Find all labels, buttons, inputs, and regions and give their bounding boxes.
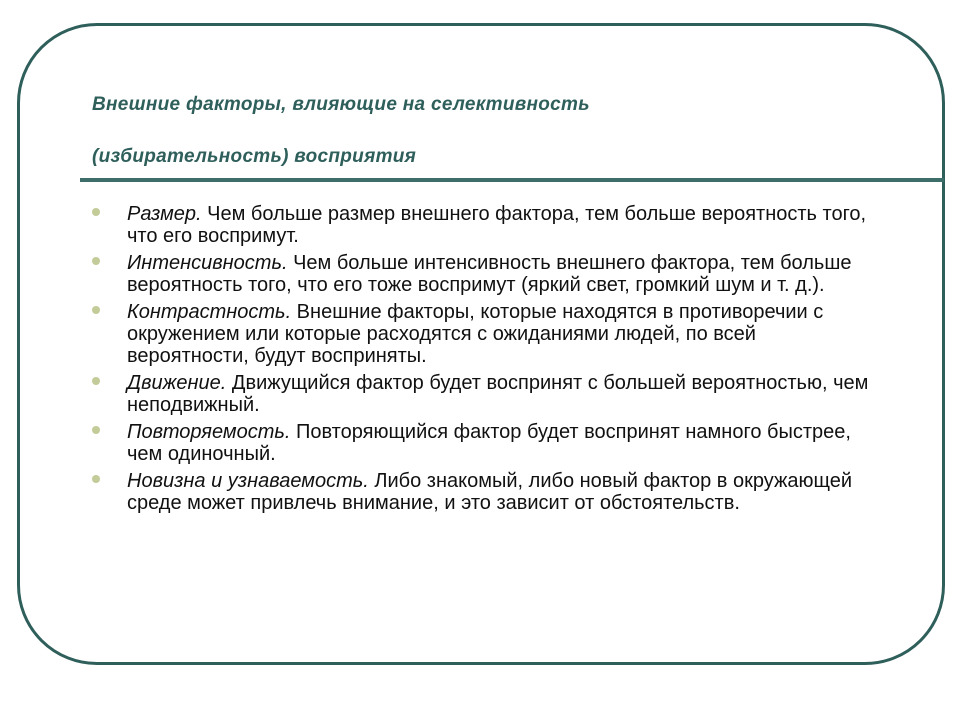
bullet-icon	[92, 377, 100, 385]
bullet-term: Интенсивность.	[127, 252, 288, 274]
bullet-icon	[92, 208, 100, 216]
bullet-icon	[92, 257, 100, 265]
bullet-text: Чем больше размер внешнего фактора, тем больше вероятность того, что его воспримут.	[127, 203, 867, 247]
list-item	[92, 203, 882, 247]
list-item	[92, 372, 882, 416]
title-divider	[80, 178, 944, 182]
slide-title-line2: (избирательность) восприятия	[92, 146, 417, 167]
bullet-text: Внешние факторы, которые находятся в противоречии с окружением или которые расходятся с ожиданиями людей, по всей вероятности, будут восприняты.	[127, 301, 824, 367]
list-item	[92, 470, 882, 514]
bullet-term: Повторяемость.	[127, 421, 291, 443]
bullet-term: Контрастность.	[127, 301, 292, 323]
bullet-text: Повторяющийся фактор будет воспринят намного быстрее, чем одиночный.	[127, 421, 851, 465]
bullet-term: Новизна и узнаваемость.	[127, 470, 369, 492]
bullet-icon	[92, 475, 100, 483]
bullet-text: Движущийся фактор будет воспринят с большей вероятностью, чем неподвижный.	[127, 372, 869, 416]
bullet-icon	[92, 306, 100, 314]
bullet-text: Чем больше интенсивность внешнего фактора, тем больше вероятность того, что его тоже воспримут (яркий свет, громкий шум и т. д.).	[127, 252, 852, 296]
bullet-text: Либо знакомый, либо новый фактор в окружающей среде может привлечь внимание, и это зависит от обстоятельств.	[127, 470, 853, 514]
slide-title-line1: Внешние факторы, влияющие на селективность	[92, 94, 590, 115]
list-item	[92, 252, 882, 296]
bullet-term: Движение.	[127, 372, 227, 394]
bullet-term: Размер.	[127, 203, 202, 225]
list-item	[92, 301, 882, 367]
list-item	[92, 421, 882, 465]
bullet-list	[92, 203, 882, 519]
bullet-icon	[92, 426, 100, 434]
